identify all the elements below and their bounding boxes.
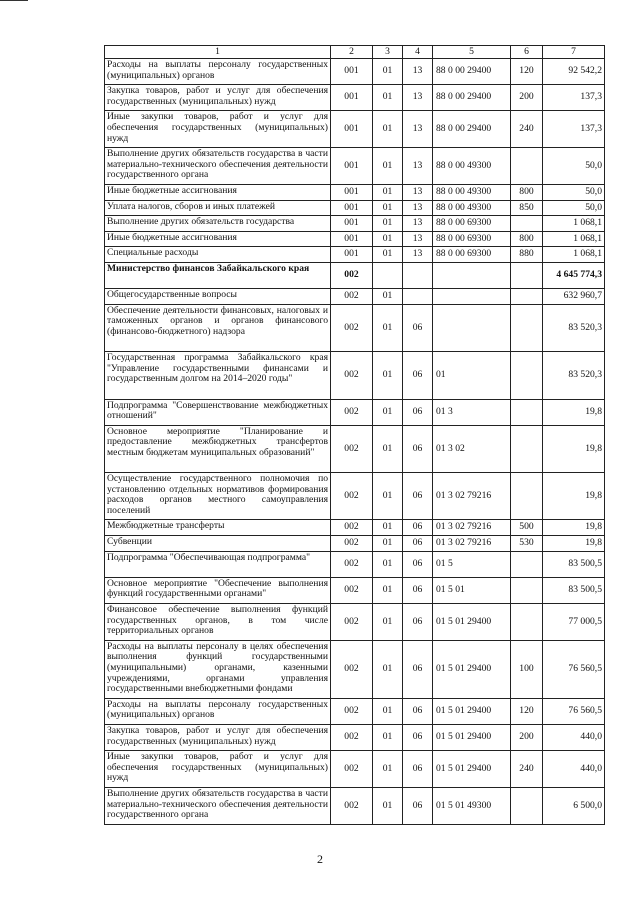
target-article-cell: 88 0 00 29400 bbox=[433, 85, 511, 111]
expense-type-cell bbox=[511, 551, 543, 577]
column-number: 4 bbox=[403, 46, 433, 59]
expense-name-cell: Подпрограмма "Обеспечивающая подпрограмма" bbox=[105, 551, 331, 577]
amount-cell: 50,0 bbox=[543, 184, 605, 200]
expense-type-cell: 120 bbox=[511, 59, 543, 85]
expense-type-cell bbox=[511, 216, 543, 232]
section-code-cell: 01 bbox=[373, 698, 403, 724]
expense-name-cell: Субвенции bbox=[105, 536, 331, 552]
target-article-cell: 01 5 01 29400 bbox=[433, 725, 511, 751]
subsection-code-cell: 13 bbox=[403, 200, 433, 216]
amount-cell: 76 560,5 bbox=[543, 640, 605, 698]
section-code-cell: 01 bbox=[373, 184, 403, 200]
table-row bbox=[105, 604, 605, 641]
section-code-cell: 01 bbox=[373, 551, 403, 577]
subsection-code-cell: 06 bbox=[403, 698, 433, 724]
admin-code-cell: 002 bbox=[331, 788, 373, 825]
expense-name-cell: Общегосударственные вопросы bbox=[105, 289, 331, 305]
admin-code-cell: 002 bbox=[331, 751, 373, 788]
table-row bbox=[105, 577, 605, 603]
target-article-cell: 01 5 01 49300 bbox=[433, 788, 511, 825]
section-code-cell: 01 bbox=[373, 289, 403, 305]
expense-type-cell bbox=[511, 473, 543, 520]
table-row bbox=[105, 148, 605, 185]
table-row bbox=[105, 551, 605, 577]
admin-code-cell: 001 bbox=[331, 200, 373, 216]
subsection-code-cell: 06 bbox=[403, 577, 433, 603]
subsection-code-cell: 06 bbox=[403, 551, 433, 577]
subsection-code-cell: 06 bbox=[403, 352, 433, 399]
column-number: 6 bbox=[511, 46, 543, 59]
subsection-code-cell: 06 bbox=[403, 425, 433, 472]
expense-name-cell: Расходы на выплаты персоналу государственных (муниципальных) органов bbox=[105, 698, 331, 724]
amount-cell: 83 520,3 bbox=[543, 304, 605, 351]
admin-code-cell: 002 bbox=[331, 551, 373, 577]
subsection-code-cell: 06 bbox=[403, 536, 433, 552]
expense-type-cell bbox=[511, 788, 543, 825]
expense-name-cell: Расходы на выплаты персоналу государственных (муниципальных) органов bbox=[105, 59, 331, 85]
section-code-cell: 01 bbox=[373, 200, 403, 216]
admin-code-cell: 002 bbox=[331, 577, 373, 603]
expense-type-cell: 850 bbox=[511, 200, 543, 216]
admin-code-cell: 002 bbox=[331, 262, 373, 288]
expense-name-cell: Специальные расходы bbox=[105, 247, 331, 263]
section-code-cell: 01 bbox=[373, 725, 403, 751]
amount-cell: 19,8 bbox=[543, 473, 605, 520]
expense-name-cell: Расходы на выплаты персоналу в целях обеспечения выполнения функций государственными (муниципальными) органами, казенными учреждениями, органами управления государственными внебюджетными фондами bbox=[105, 640, 331, 698]
amount-cell: 632 960,7 bbox=[543, 289, 605, 305]
expense-name-cell: Выполнение других обязательств государства в части материально-технического обеспечения деятельности государственного органа bbox=[105, 788, 331, 825]
subsection-code-cell: 13 bbox=[403, 111, 433, 148]
table-row bbox=[105, 473, 605, 520]
expense-name-cell: Межбюджетные трансферты bbox=[105, 520, 331, 536]
subsection-code-cell: 13 bbox=[403, 59, 433, 85]
admin-code-cell: 001 bbox=[331, 85, 373, 111]
table-row bbox=[105, 216, 605, 232]
section-code-cell: 01 bbox=[373, 231, 403, 247]
section-code-cell: 01 bbox=[373, 111, 403, 148]
table-row bbox=[105, 184, 605, 200]
section-code-cell: 01 bbox=[373, 216, 403, 232]
expense-type-cell: 100 bbox=[511, 640, 543, 698]
expense-type-cell bbox=[511, 399, 543, 425]
subsection-code-cell bbox=[403, 262, 433, 288]
table-row bbox=[105, 536, 605, 552]
section-code-cell: 01 bbox=[373, 85, 403, 111]
table-row bbox=[105, 788, 605, 825]
target-article-cell: 01 5 01 29400 bbox=[433, 751, 511, 788]
target-article-cell: 01 3 02 bbox=[433, 425, 511, 472]
subsection-code-cell: 06 bbox=[403, 399, 433, 425]
expense-name-cell: Иные бюджетные ассигнования bbox=[105, 231, 331, 247]
section-code-cell: 01 bbox=[373, 352, 403, 399]
amount-cell: 1 068,1 bbox=[543, 216, 605, 232]
budget-table-body bbox=[105, 46, 605, 825]
admin-code-cell: 002 bbox=[331, 399, 373, 425]
target-article-cell: 01 5 01 29400 bbox=[433, 604, 511, 641]
amount-cell: 19,8 bbox=[543, 425, 605, 472]
admin-code-cell: 001 bbox=[331, 247, 373, 263]
subsection-code-cell: 06 bbox=[403, 304, 433, 351]
expense-type-cell: 240 bbox=[511, 751, 543, 788]
target-article-cell: 88 0 00 49300 bbox=[433, 148, 511, 185]
admin-code-cell: 001 bbox=[331, 231, 373, 247]
expense-type-cell bbox=[511, 289, 543, 305]
column-number: 7 bbox=[543, 46, 605, 59]
admin-code-cell: 002 bbox=[331, 425, 373, 472]
target-article-cell: 01 3 02 79216 bbox=[433, 473, 511, 520]
target-article-cell bbox=[433, 262, 511, 288]
admin-code-cell: 001 bbox=[331, 111, 373, 148]
expense-name-cell: Осуществление государственного полномочия по установлению отдельных нормативов формирования расходов органов местного самоуправления поселений bbox=[105, 473, 331, 520]
table-row bbox=[105, 200, 605, 216]
table-row bbox=[105, 231, 605, 247]
table-row bbox=[105, 304, 605, 351]
subsection-code-cell: 06 bbox=[403, 640, 433, 698]
expense-type-cell bbox=[511, 604, 543, 641]
expense-name-cell: Государственная программа Забайкальского края "Управление государственными финансами и государственным долгом на 2014–2020 годы" bbox=[105, 352, 331, 399]
admin-code-cell: 001 bbox=[331, 216, 373, 232]
table-row bbox=[105, 289, 605, 305]
admin-code-cell: 002 bbox=[331, 520, 373, 536]
amount-cell: 440,0 bbox=[543, 725, 605, 751]
amount-cell: 19,8 bbox=[543, 399, 605, 425]
expense-name-cell: Выполнение других обязательств государства bbox=[105, 216, 331, 232]
table-row bbox=[105, 85, 605, 111]
expense-type-cell: 200 bbox=[511, 85, 543, 111]
expense-name-cell: Основное мероприятие "Планирование и предоставление межбюджетных трансфертов местным бюджетам муниципальных образований" bbox=[105, 425, 331, 472]
admin-code-cell: 002 bbox=[331, 289, 373, 305]
subsection-code-cell: 06 bbox=[403, 604, 433, 641]
table-row bbox=[105, 520, 605, 536]
subsection-code-cell: 06 bbox=[403, 473, 433, 520]
target-article-cell: 01 3 02 79216 bbox=[433, 536, 511, 552]
expense-name-cell: Обеспечение деятельности финансовых, налоговых и таможенных органов и органов финансового (финансово-бюджетного) надзора bbox=[105, 304, 331, 351]
table-row bbox=[105, 640, 605, 698]
table-row bbox=[105, 425, 605, 472]
amount-cell: 76 560,5 bbox=[543, 698, 605, 724]
admin-code-cell: 001 bbox=[331, 59, 373, 85]
target-article-cell: 88 0 00 29400 bbox=[433, 111, 511, 148]
budget-table bbox=[104, 45, 605, 825]
expense-type-cell: 530 bbox=[511, 536, 543, 552]
section-code-cell: 01 bbox=[373, 399, 403, 425]
expense-type-cell bbox=[511, 304, 543, 351]
target-article-cell: 01 3 02 79216 bbox=[433, 520, 511, 536]
column-number: 3 bbox=[373, 46, 403, 59]
amount-cell: 19,8 bbox=[543, 536, 605, 552]
table-row bbox=[105, 399, 605, 425]
target-article-cell: 88 0 00 69300 bbox=[433, 216, 511, 232]
expense-type-cell bbox=[511, 352, 543, 399]
admin-code-cell: 002 bbox=[331, 604, 373, 641]
amount-cell: 1 068,1 bbox=[543, 247, 605, 263]
section-code-cell: 01 bbox=[373, 520, 403, 536]
section-code-cell: 01 bbox=[373, 304, 403, 351]
subsection-code-cell: 13 bbox=[403, 148, 433, 185]
section-code-cell: 01 bbox=[373, 536, 403, 552]
expense-name-cell: Иные закупки товаров, работ и услуг для обеспечения государственных (муниципальных) нужд bbox=[105, 111, 331, 148]
section-code-cell: 01 bbox=[373, 425, 403, 472]
amount-cell: 440,0 bbox=[543, 751, 605, 788]
expense-name-cell: Уплата налогов, сборов и иных платежей bbox=[105, 200, 331, 216]
amount-cell: 50,0 bbox=[543, 200, 605, 216]
expense-type-cell: 880 bbox=[511, 247, 543, 263]
subsection-code-cell bbox=[403, 289, 433, 305]
amount-cell: 83 520,3 bbox=[543, 352, 605, 399]
section-code-cell: 01 bbox=[373, 604, 403, 641]
section-code-cell: 01 bbox=[373, 148, 403, 185]
expense-name-cell: Иные бюджетные ассигнования bbox=[105, 184, 331, 200]
target-article-cell bbox=[433, 289, 511, 305]
section-code-cell: 01 bbox=[373, 577, 403, 603]
expense-type-cell: 200 bbox=[511, 725, 543, 751]
target-article-cell: 01 5 bbox=[433, 551, 511, 577]
amount-cell: 92 542,2 bbox=[543, 59, 605, 85]
expense-type-cell: 120 bbox=[511, 698, 543, 724]
target-article-cell: 88 0 00 69300 bbox=[433, 231, 511, 247]
amount-cell: 137,3 bbox=[543, 111, 605, 148]
section-code-cell: 01 bbox=[373, 788, 403, 825]
amount-cell: 1 068,1 bbox=[543, 231, 605, 247]
admin-code-cell: 002 bbox=[331, 725, 373, 751]
expense-type-cell: 800 bbox=[511, 231, 543, 247]
section-code-cell: 01 bbox=[373, 640, 403, 698]
target-article-cell: 88 0 00 49300 bbox=[433, 184, 511, 200]
amount-cell: 137,3 bbox=[543, 85, 605, 111]
section-code-cell: 01 bbox=[373, 473, 403, 520]
column-number: 5 bbox=[433, 46, 511, 59]
column-number-row bbox=[105, 46, 605, 59]
subsection-code-cell: 06 bbox=[403, 751, 433, 788]
corner-mark bbox=[0, 0, 28, 1]
table-row bbox=[105, 352, 605, 399]
subsection-code-cell: 06 bbox=[403, 788, 433, 825]
section-code-cell bbox=[373, 262, 403, 288]
table-row bbox=[105, 59, 605, 85]
target-article-cell: 01 5 01 29400 bbox=[433, 698, 511, 724]
expense-type-cell: 240 bbox=[511, 111, 543, 148]
table-row bbox=[105, 247, 605, 263]
target-article-cell: 01 5 01 bbox=[433, 577, 511, 603]
expense-name-cell: Выполнение других обязательств государства в части материально-технического обеспечения деятельности государственного органа bbox=[105, 148, 331, 185]
page-number: 2 bbox=[317, 852, 323, 866]
subsection-code-cell: 13 bbox=[403, 231, 433, 247]
admin-code-cell: 002 bbox=[331, 698, 373, 724]
amount-cell: 77 000,5 bbox=[543, 604, 605, 641]
table-row bbox=[105, 111, 605, 148]
subsection-code-cell: 06 bbox=[403, 520, 433, 536]
expense-type-cell: 500 bbox=[511, 520, 543, 536]
expense-type-cell bbox=[511, 425, 543, 472]
target-article-cell: 01 bbox=[433, 352, 511, 399]
target-article-cell: 88 0 00 49300 bbox=[433, 200, 511, 216]
expense-name-cell: Финансовое обеспечение выполнения функций государственных органов, в том числе территориальных органов bbox=[105, 604, 331, 641]
amount-cell: 6 500,0 bbox=[543, 788, 605, 825]
table-row bbox=[105, 751, 605, 788]
admin-code-cell: 002 bbox=[331, 304, 373, 351]
amount-cell: 83 500,5 bbox=[543, 551, 605, 577]
section-code-cell: 01 bbox=[373, 247, 403, 263]
admin-code-cell: 002 bbox=[331, 536, 373, 552]
expense-type-cell bbox=[511, 262, 543, 288]
expense-name-cell: Подпрограмма "Совершенствование межбюджетных отношений" bbox=[105, 399, 331, 425]
admin-code-cell: 002 bbox=[331, 473, 373, 520]
target-article-cell: 88 0 00 29400 bbox=[433, 59, 511, 85]
subsection-code-cell: 13 bbox=[403, 216, 433, 232]
subsection-code-cell: 06 bbox=[403, 725, 433, 751]
expense-name-cell: Закупка товаров, работ и услуг для обеспечения государственных (муниципальных) нужд bbox=[105, 85, 331, 111]
target-article-cell: 01 5 01 29400 bbox=[433, 640, 511, 698]
admin-code-cell: 002 bbox=[331, 640, 373, 698]
target-article-cell bbox=[433, 304, 511, 351]
table-row bbox=[105, 262, 605, 288]
admin-code-cell: 001 bbox=[331, 184, 373, 200]
admin-code-cell: 002 bbox=[331, 352, 373, 399]
expense-type-cell bbox=[511, 577, 543, 603]
expense-type-cell bbox=[511, 148, 543, 185]
subsection-code-cell: 13 bbox=[403, 85, 433, 111]
section-code-cell: 01 bbox=[373, 59, 403, 85]
amount-cell: 83 500,5 bbox=[543, 577, 605, 603]
expense-name-cell: Министерство финансов Забайкальского края bbox=[105, 262, 331, 288]
amount-cell: 50,0 bbox=[543, 148, 605, 185]
subsection-code-cell: 13 bbox=[403, 247, 433, 263]
section-code-cell: 01 bbox=[373, 751, 403, 788]
admin-code-cell: 001 bbox=[331, 148, 373, 185]
table-row bbox=[105, 725, 605, 751]
column-number: 1 bbox=[105, 46, 331, 59]
expense-type-cell: 800 bbox=[511, 184, 543, 200]
subsection-code-cell: 13 bbox=[403, 184, 433, 200]
expense-name-cell: Иные закупки товаров, работ и услуг для обеспечения государственных (муниципальных) нужд bbox=[105, 751, 331, 788]
table-row bbox=[105, 698, 605, 724]
target-article-cell: 01 3 bbox=[433, 399, 511, 425]
amount-cell: 4 645 774,3 bbox=[543, 262, 605, 288]
amount-cell: 19,8 bbox=[543, 520, 605, 536]
expense-name-cell: Закупка товаров, работ и услуг для обеспечения государственных (муниципальных) нужд bbox=[105, 725, 331, 751]
target-article-cell: 88 0 00 69300 bbox=[433, 247, 511, 263]
expense-name-cell: Основное мероприятие "Обеспечение выполнения функций государственными органами" bbox=[105, 577, 331, 603]
column-number: 2 bbox=[331, 46, 373, 59]
